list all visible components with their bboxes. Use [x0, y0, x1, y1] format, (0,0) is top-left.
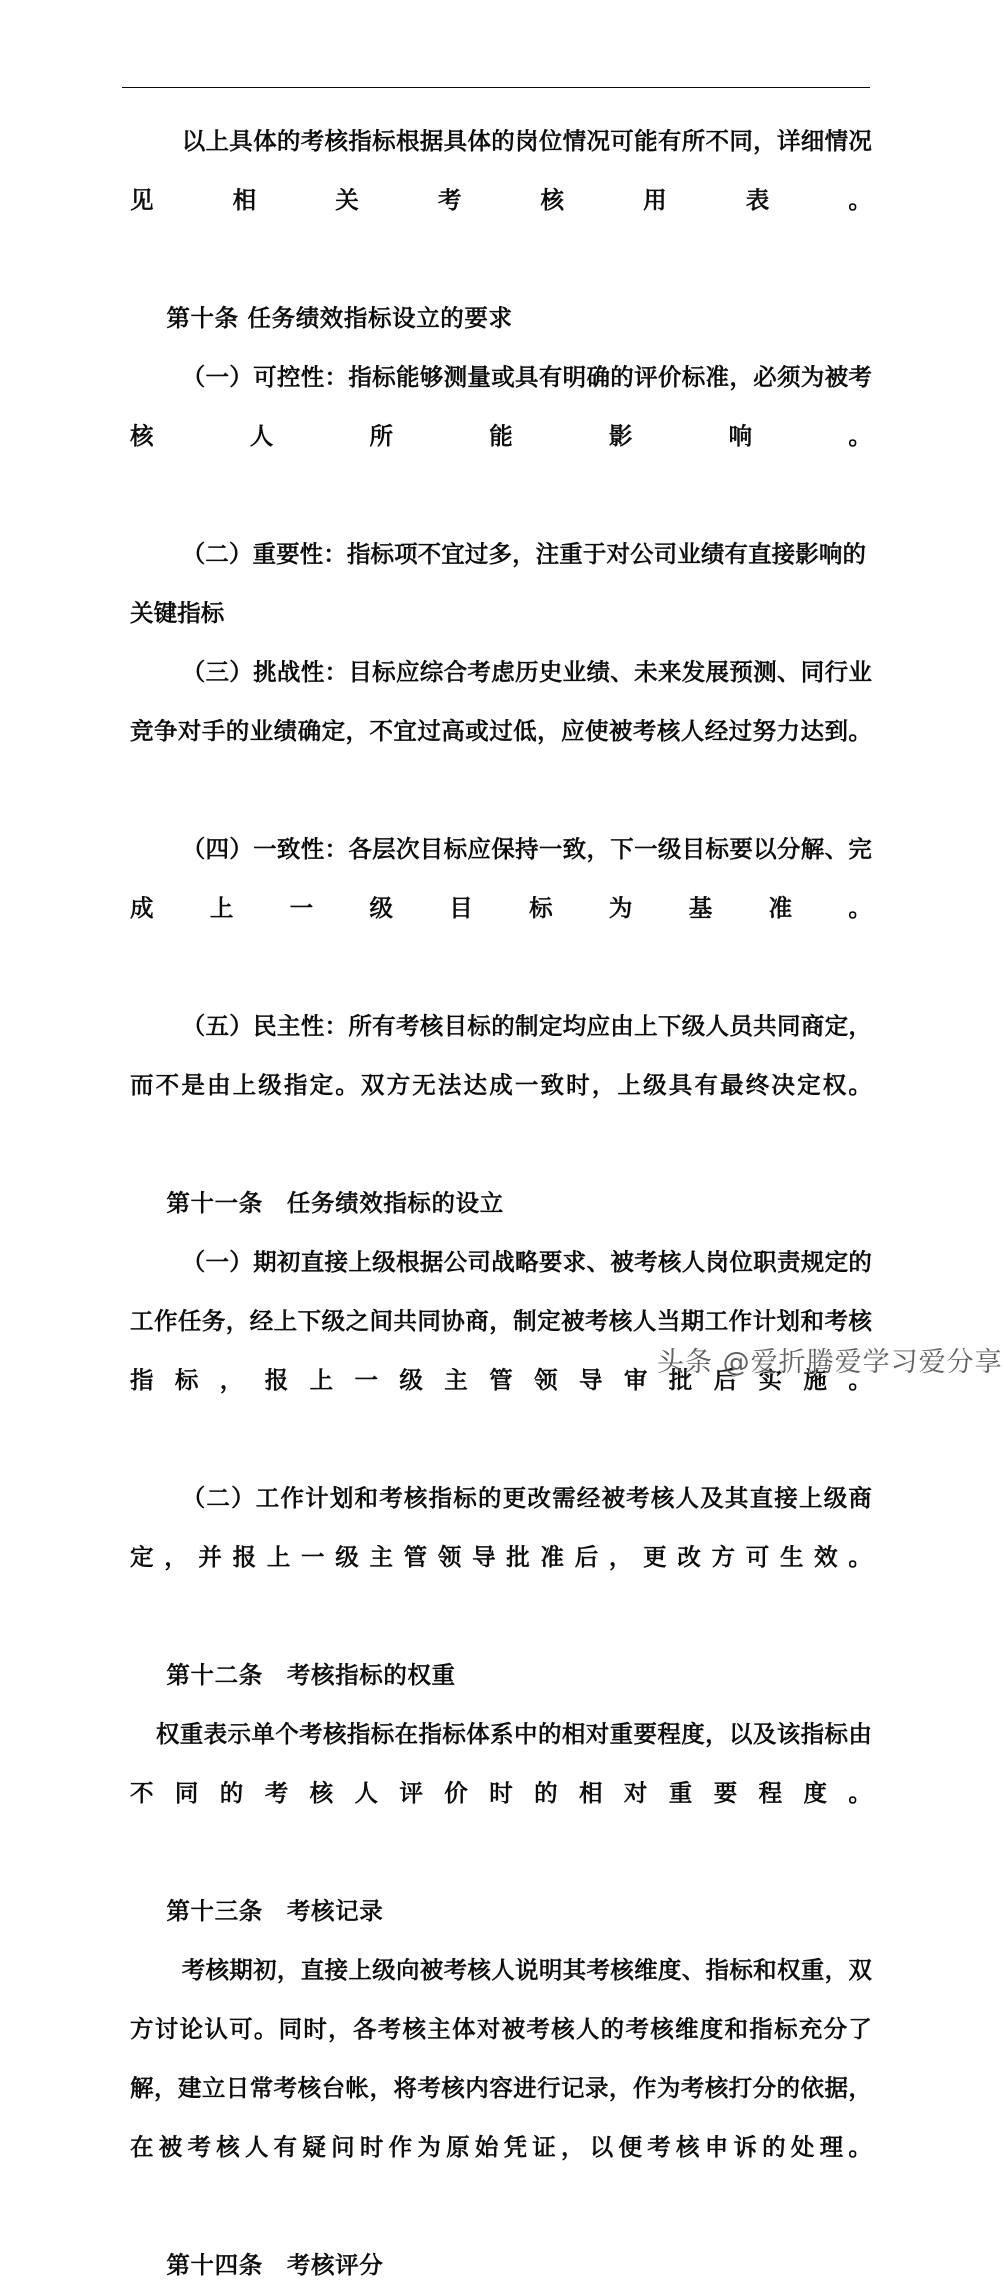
heading-article-11: 第十一条 任务绩效指标的设立 — [166, 1189, 504, 1217]
paragraph-intro: 以上具体的考核指标根据具体的岗位情况可能有所不同，详细情况见相关考核用表。 — [130, 127, 872, 214]
heading-article-13: 第十三条 考核记录 — [166, 1897, 384, 1925]
paragraph-item-4-consistency: （四）一致性：各层次目标应保持一致，下一级目标要以分解、完成上一级目标为基准。 — [130, 835, 872, 922]
header-divider — [122, 87, 870, 88]
paragraph-item-2-importance: （二）重要性：指标项不宜过多，注重于对公司业绩有直接影响的关键指标 — [130, 540, 867, 627]
heading-article-12: 第十二条 考核指标的权重 — [166, 1661, 456, 1689]
paragraph-item-3-challenge: （三）挑战性：目标应综合考虑历史业绩、未来发展预测、同行业竞争对手的业绩确定，不宜过高或过低，应使被考核人经过努力达到。 — [130, 658, 872, 745]
paragraph-article-11-item-2: （二）工作计划和考核指标的更改需经被考核人及其直接上级商定，并报上一级主管领导批准后，更改方可生效。 — [130, 1484, 872, 1571]
watermark-text: 头条 @爱折腾爱学习爱分享 — [657, 1347, 1003, 1378]
paragraph-article-13-body: 考核期初，直接上级向被考核人说明其考核维度、指标和权重，双方讨论认可。同时，各考核主体对被考核人的考核维度和指标充分了解，建立日常考核台帐，将考核内容进行记录，作为考核打分的依据，在被考核人有疑问时作为原始凭证，以便考核申诉的处理。 — [130, 1956, 872, 2161]
heading-article-10: 第十条 任务绩效指标设立的要求 — [166, 304, 513, 332]
paragraph-item-5-democracy: （五）民主性：所有考核目标的制定均应由上下级人员共同商定，而不是由上级指定。双方无法达成一致时，上级具有最终决定权。 — [130, 1012, 872, 1099]
heading-article-14: 第十四条 考核评分 — [166, 2251, 384, 2279]
paragraph-article-11-item-1: （一）期初直接上级根据公司战略要求、被考核人岗位职责规定的工作任务，经上下级之间共同协商，制定被考核人当期工作计划和考核指标，报上一级主管领导审批后实施。 — [130, 1248, 872, 1394]
document-body — [130, 112, 872, 2295]
paragraph-item-1-controllability: （一）可控性：指标能够测量或具有明确的评价标准，必须为被考核人所能影响。 — [130, 363, 872, 450]
paragraph-article-12-body: 权重表示单个考核指标在指标体系中的相对重要程度，以及该指标由不同的考核人评价时的相对重要程度。 — [130, 1720, 872, 1807]
